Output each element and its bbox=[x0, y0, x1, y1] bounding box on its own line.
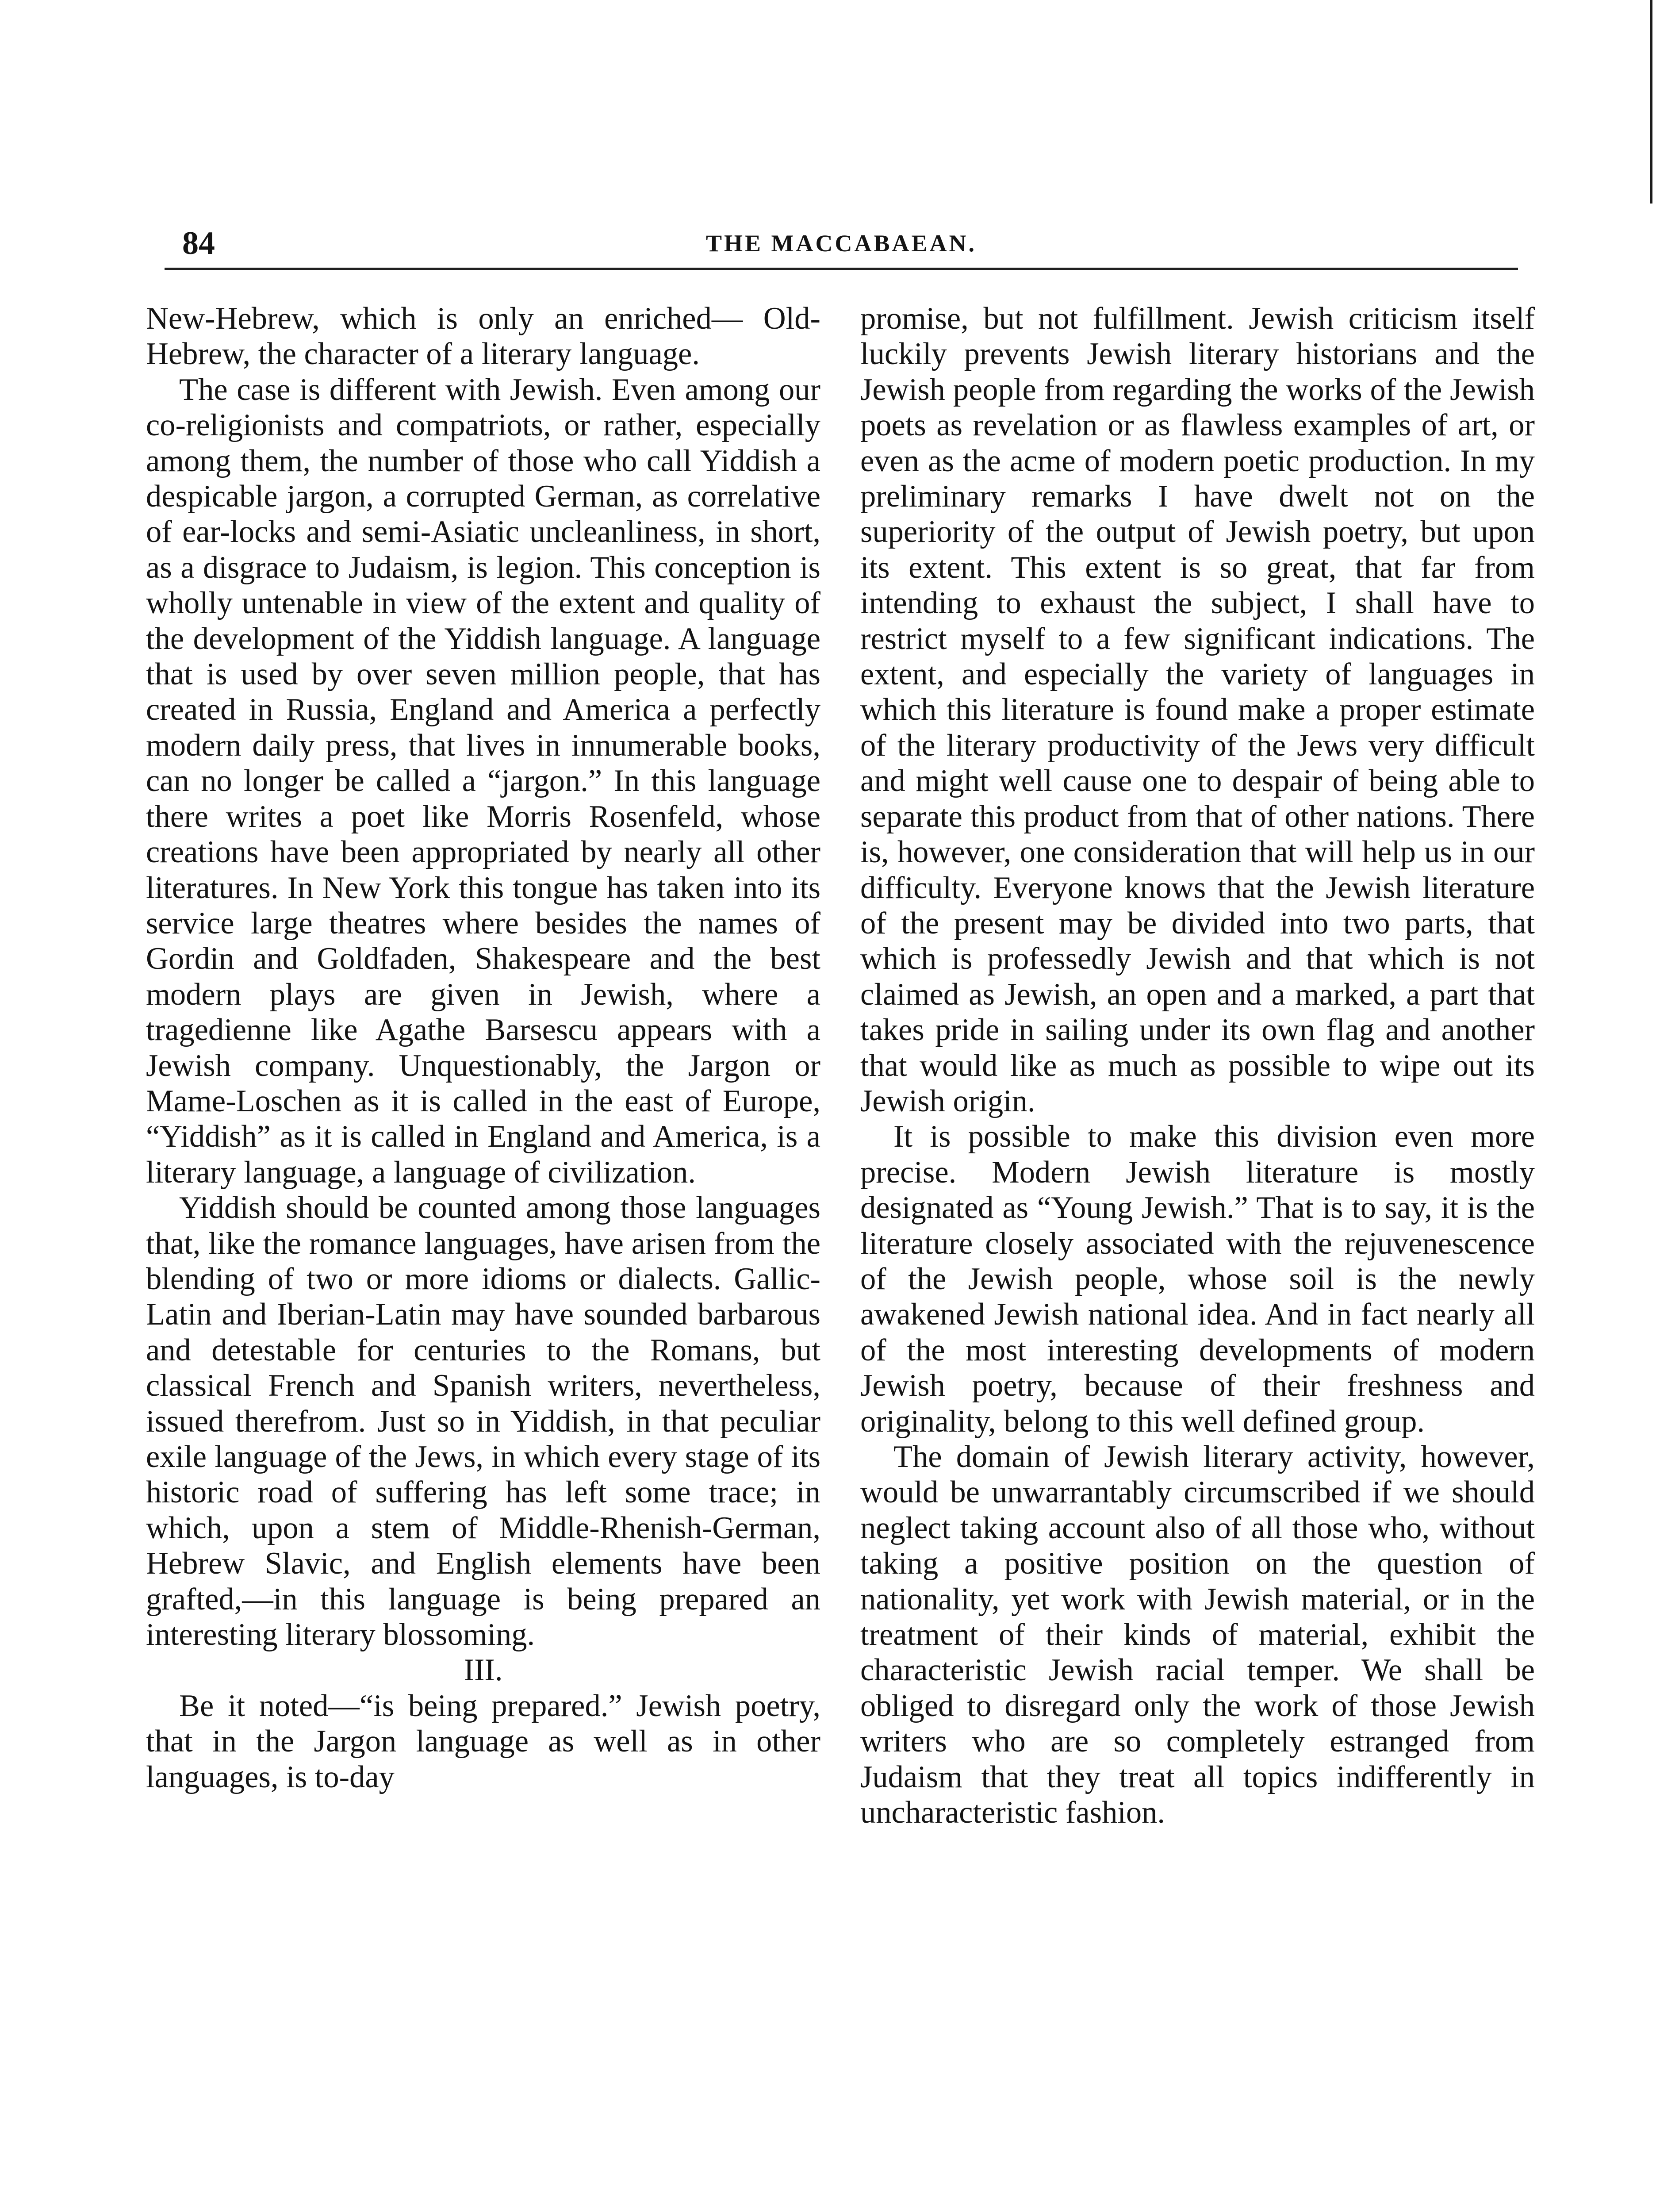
paragraph-right-3: The domain of Jewish literary activity, however, would be unwarrantably circumscribed if we should neglect taking account also of all those who, without taking a positive position on the question of nationality, yet work with Jewish material, or in the treatment of their kinds of material, exhibit the characteristic Jewish racial temper. We shall be obliged to disregard only the work of those Jewish writers who are so completely estranged from Judaism that they treat all topics indifferently in uncharacteristic fashion. bbox=[860, 1440, 1535, 1830]
paragraph-left-2: The case is different with Jewish. Even among our co-religionists and compatriots, or rather, especially among them, the number of those who call Yiddish a despicable jargon, a corrupted German, as correlative of ear-locks and semi-Asiatic uncleanliness, in short, as a disgrace to Judaism, is legion. This conception is wholly untenable in view of the extent and quality of the development of the Yiddish language. A language that is used by over seven million people, that has created in Russia, England and America a perfectly modern daily press, that lives in innumerable books, can no longer be called a “jargon.” In this language there writes a poet like Morris Rosenfeld, whose creations have been appropriated by nearly all other literatures. In New York this tongue has taken into its service large theatres where besides the names of Gordin and Goldfaden, Shakespeare and the best modern plays are given in Jewish, where a tragedienne like Agathe Barsescu appears with a Jewish company. Unquestionably, the Jargon or Mame-Loschen as it is called in the east of Europe, “Yiddish” as it is called in England and America, is a literary language, a language of civilization. bbox=[146, 372, 820, 1190]
paragraph-left-4: Be it noted—“is being prepared.” Jewish poetry, that in the Jargon language as well as in other languages, is to-day bbox=[146, 1688, 820, 1794]
journal-title: THE MACCABAEAN. bbox=[705, 230, 977, 257]
right-column bbox=[860, 301, 1535, 1830]
page-header bbox=[165, 223, 1518, 263]
left-column bbox=[146, 301, 820, 1795]
paragraph-left-3: Yiddish should be counted among those languages that, like the romance languages, have arisen from the blending of two or more idioms or dialects. Gallic-Latin and Iberian-Latin may have sounded barbarous and detestable for centuries to the Romans, but classical French and Spanish writers, nevertheless, issued therefrom. Just so in Yiddish, in that peculiar exile language of the Jews, in which every stage of its historic road of suffering has left some trace; in which, upon a stem of Middle-Rhenish-German, Hebrew Slavic, and English elements have been grafted,—in this language is being prepared an interesting literary blossoming. bbox=[146, 1190, 820, 1652]
page-number: 84 bbox=[182, 225, 215, 261]
page-edge-line bbox=[1650, 0, 1652, 204]
paragraph-right-2: It is possible to make this division even more precise. Modern Jewish literature is mostly designated as “Young Jewish.” That is to say, it is the literature closely associated with the rejuvenescence of the Jewish people, whose soil is the newly awakened Jewish national idea. And in fact nearly all of the most interesting developments of modern Jewish poetry, because of their freshness and originality, belong to this well defined group. bbox=[860, 1119, 1535, 1439]
paragraph-right-1: promise, but not fulfillment. Jewish criticism itself luckily prevents Jewish literary historians and the Jewish people from regarding the works of the Jewish poets as revelation or as flawless examples of art, or even as the acme of modern poetic production. In my preliminary remarks I have dwelt not on the superiority of the output of Jewish poetry, but upon its extent. This extent is so great, that far from intending to exhaust the subject, I shall have to restrict myself to a few significant indications. The extent, and especially the variety of languages in which this literature is found make a proper estimate of the literary productivity of the Jews very difficult and might well cause one to despair of being able to separate this product from that of other nations. There is, however, one consideration that will help us in our difficulty. Everyone knows that the Jewish literature of the present may be divided into two parts, that which is professedly Jewish and that which is not claimed as Jewish, an open and a marked, a part that takes pride in sailing under its own flag and another that would like as much as possible to wipe out its Jewish origin. bbox=[860, 301, 1535, 1118]
section-heading: III. bbox=[464, 1653, 503, 1688]
paragraph-left-1: New-Hebrew, which is only an enriched— Old-Hebrew, the character of a literary language. bbox=[146, 301, 820, 372]
header-rule bbox=[165, 268, 1518, 270]
